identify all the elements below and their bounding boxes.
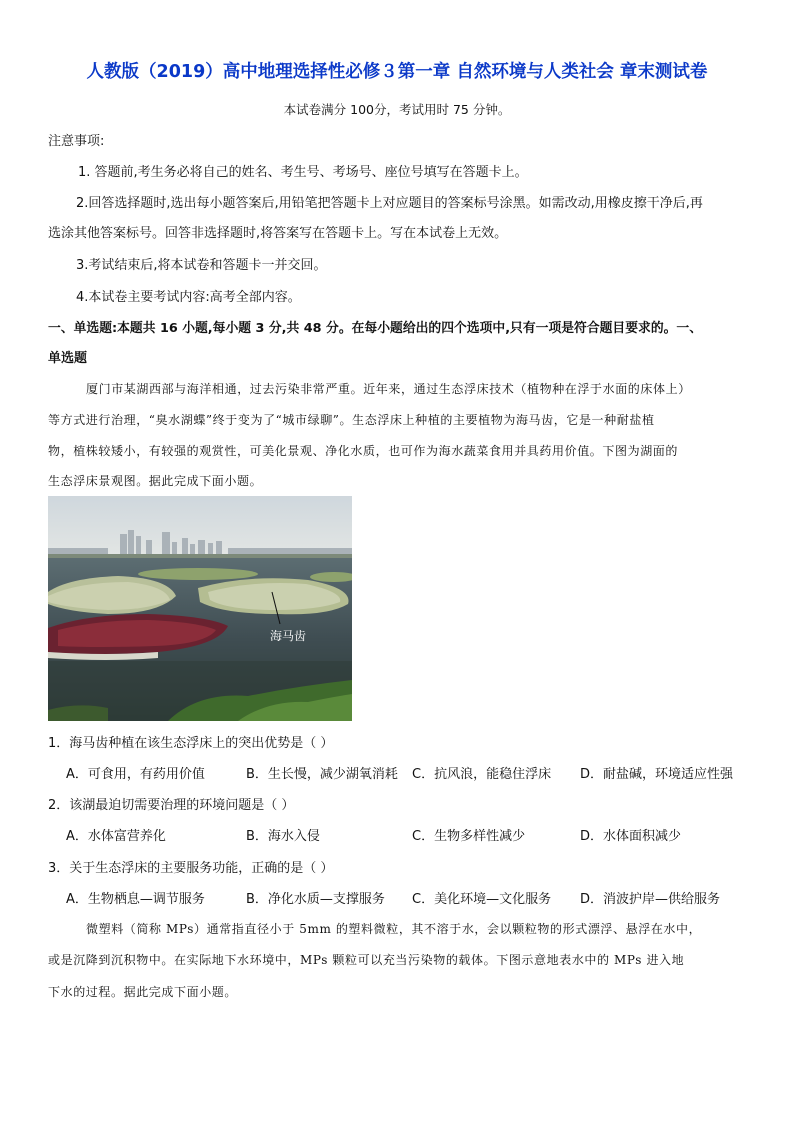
question-stem: 2．该湖最迫切需要治理的环境问题是（ ） [48, 798, 295, 813]
option-c: C．美化环境—文化服务 [412, 892, 552, 907]
option-c: C．抗风浪，能稳住浮床 [412, 767, 552, 782]
option-b: B．海水入侵 [246, 829, 320, 844]
passage-line: 或是沉降到沉积物中。在实际地下水环境中，MPs 颗粒可以充当污染物的载体。下图示意地表水中的 MPs 进入地 [48, 953, 685, 967]
option-a: A．水体富营养化 [66, 829, 166, 844]
question-stem: 1．海马齿种植在该生态浮床上的突出优势是（ ） [48, 736, 334, 751]
floating-bed-photo [48, 496, 352, 721]
notice-heading: 注意事项: [48, 134, 105, 149]
option-b: B．生长慢，减少湖氧消耗 [246, 767, 398, 782]
passage-line: 厦门市某湖西部与海洋相通，过去污染非常严重。近年来，通过生态浮床技术（植物种在浮于水面的床体上） [86, 382, 691, 396]
option-d: D．耐盐碱，环境适应性强 [580, 767, 734, 782]
section-heading-cont: 单选题 [48, 351, 88, 366]
notice-item: 4.本试卷主要考试内容:高考全部内容。 [76, 290, 301, 305]
passage-line: 等方式进行治理，“臭水湖蝶”终于变为了“城市绿聊”。生态浮床上种植的主要植物为海马齿，它是一种耐盐植 [48, 413, 655, 427]
question-stem: 3．关于生态浮床的主要服务功能，正确的是（ ） [48, 861, 334, 876]
question-options [0, 825, 794, 845]
option-d: D．消波护岸—供给服务 [580, 892, 721, 907]
plant-label: 海马齿 [270, 629, 307, 643]
option-a: A．可食用，有药用价值 [66, 767, 205, 782]
passage-line: 下水的过程。据此完成下面小题。 [48, 985, 238, 999]
option-a: A．生物栖息—调节服务 [66, 892, 205, 907]
notice-item: 3.考试结束后,将本试卷和答题卡一并交回。 [76, 258, 327, 273]
passage-line: 物，植株较矮小，有较强的观赏性，可美化景观、净化水质，也可作为海水蔬菜食用并具药用价值。下图为湖面的 [48, 444, 679, 458]
exam-subtitle: 本试卷满分 100分，考试用时 75 分钟。 [283, 102, 511, 117]
section-heading: 一、单选题:本题共 16 小题,每小题 3 分,共 48 分。在每小题给出的四个选项中,只有一项是符合题目要求的。一、 [48, 321, 703, 336]
notice-item: 1. 答题前,考生务必将自己的姓名、考生号、考场号、座位号填写在答题卡上。 [78, 165, 528, 180]
question-options [0, 763, 794, 783]
exam-title: 人教版（2019）高中地理选择性必修３第一章 自然环境与人类社会 章末测试卷 [86, 62, 708, 82]
passage-line: 生态浮床景观图。据此完成下面小题。 [48, 474, 263, 488]
notice-item: 2.回答选择题时,选出每小题答案后,用铅笔把答题卡上对应题目的答案标号涂黑。如需改动,用橡皮擦干净后,再 [76, 196, 703, 211]
passage-line: 微塑料（简称 MPs）通常指直径小于 5mm 的塑料微粒，其不溶于水，会以颗粒物的形式漂浮、悬浮在水中， [86, 922, 702, 936]
option-c: C．生物多样性减少 [412, 829, 526, 844]
notice-item: 选涂其他答案标号。回答非选择题时,将答案写在答题卡上。写在本试卷上无效。 [48, 226, 508, 241]
option-d: D．水体面积减少 [580, 829, 682, 844]
question-options [0, 888, 794, 908]
option-b: B．净化水质—支撑服务 [246, 892, 385, 907]
